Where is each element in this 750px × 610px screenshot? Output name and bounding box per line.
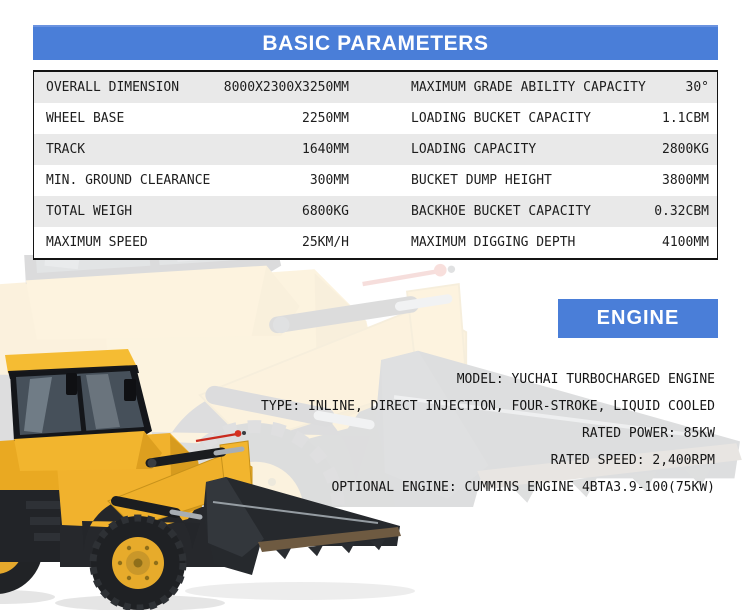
spec-label: TRACK (46, 142, 86, 157)
spec-label: WHEEL BASE (46, 111, 125, 126)
spec-label: BUCKET DUMP HEIGHT (411, 173, 552, 188)
engine-spec-line: OPTIONAL ENGINE: CUMMINS ENGINE 4BTA3.9-100(75KW) (331, 480, 715, 495)
table-row (34, 227, 717, 258)
spec-label: TOTAL WEIGH (46, 204, 133, 219)
engine-specs (261, 366, 715, 501)
spec-value: 6800KG (302, 204, 349, 219)
spec-label: OVERALL DIMENSION (46, 80, 180, 95)
spec-value: 3800MM (662, 173, 709, 188)
basic-parameters-header (33, 25, 718, 60)
spec-value: 2800KG (662, 142, 709, 157)
basic-parameters-title: BASIC PARAMETERS (262, 31, 489, 55)
spec-value: 25KM/H (302, 235, 349, 250)
spec-label: BACKHOE BUCKET CAPACITY (411, 204, 592, 219)
spec-value: 30° (685, 80, 709, 95)
spec-value: 0.32CBM (654, 204, 709, 219)
engine-spec-line: RATED POWER: 85KW (581, 426, 715, 441)
spec-label: MAXIMUM SPEED (46, 235, 148, 250)
spec-value: 1.1CBM (662, 111, 709, 126)
engine-spec-line: RATED SPEED: 2,400RPM (550, 453, 715, 468)
spec-label: LOADING BUCKET CAPACITY (411, 111, 592, 126)
spec-label: MAXIMUM DIGGING DEPTH (411, 235, 576, 250)
spec-label: MAXIMUM GRADE ABILITY CAPACITY (411, 80, 646, 95)
spec-value: 8000X2300X3250MM (223, 80, 349, 95)
spec-value: 2250MM (302, 111, 349, 126)
table-row (34, 134, 717, 165)
table-row (34, 165, 717, 196)
engine-header (558, 299, 718, 338)
engine-title: ENGINE (596, 307, 680, 329)
spec-value: 300MM (309, 173, 349, 188)
engine-spec-line: TYPE: INLINE, DIRECT INJECTION, FOUR-STROKE, LIQUID COOLED (261, 399, 715, 414)
spec-value: 4100MM (662, 235, 709, 250)
table-row (34, 103, 717, 134)
table-row (34, 72, 717, 103)
spec-value: 1640MM (302, 142, 349, 157)
spec-label: MIN. GROUND CLEARANCE (46, 173, 211, 188)
table-row (34, 196, 717, 227)
spec-label: LOADING CAPACITY (411, 142, 537, 157)
spec-table (33, 70, 718, 260)
engine-spec-line: MODEL: YUCHAI TURBOCHARGED ENGINE (456, 372, 715, 387)
